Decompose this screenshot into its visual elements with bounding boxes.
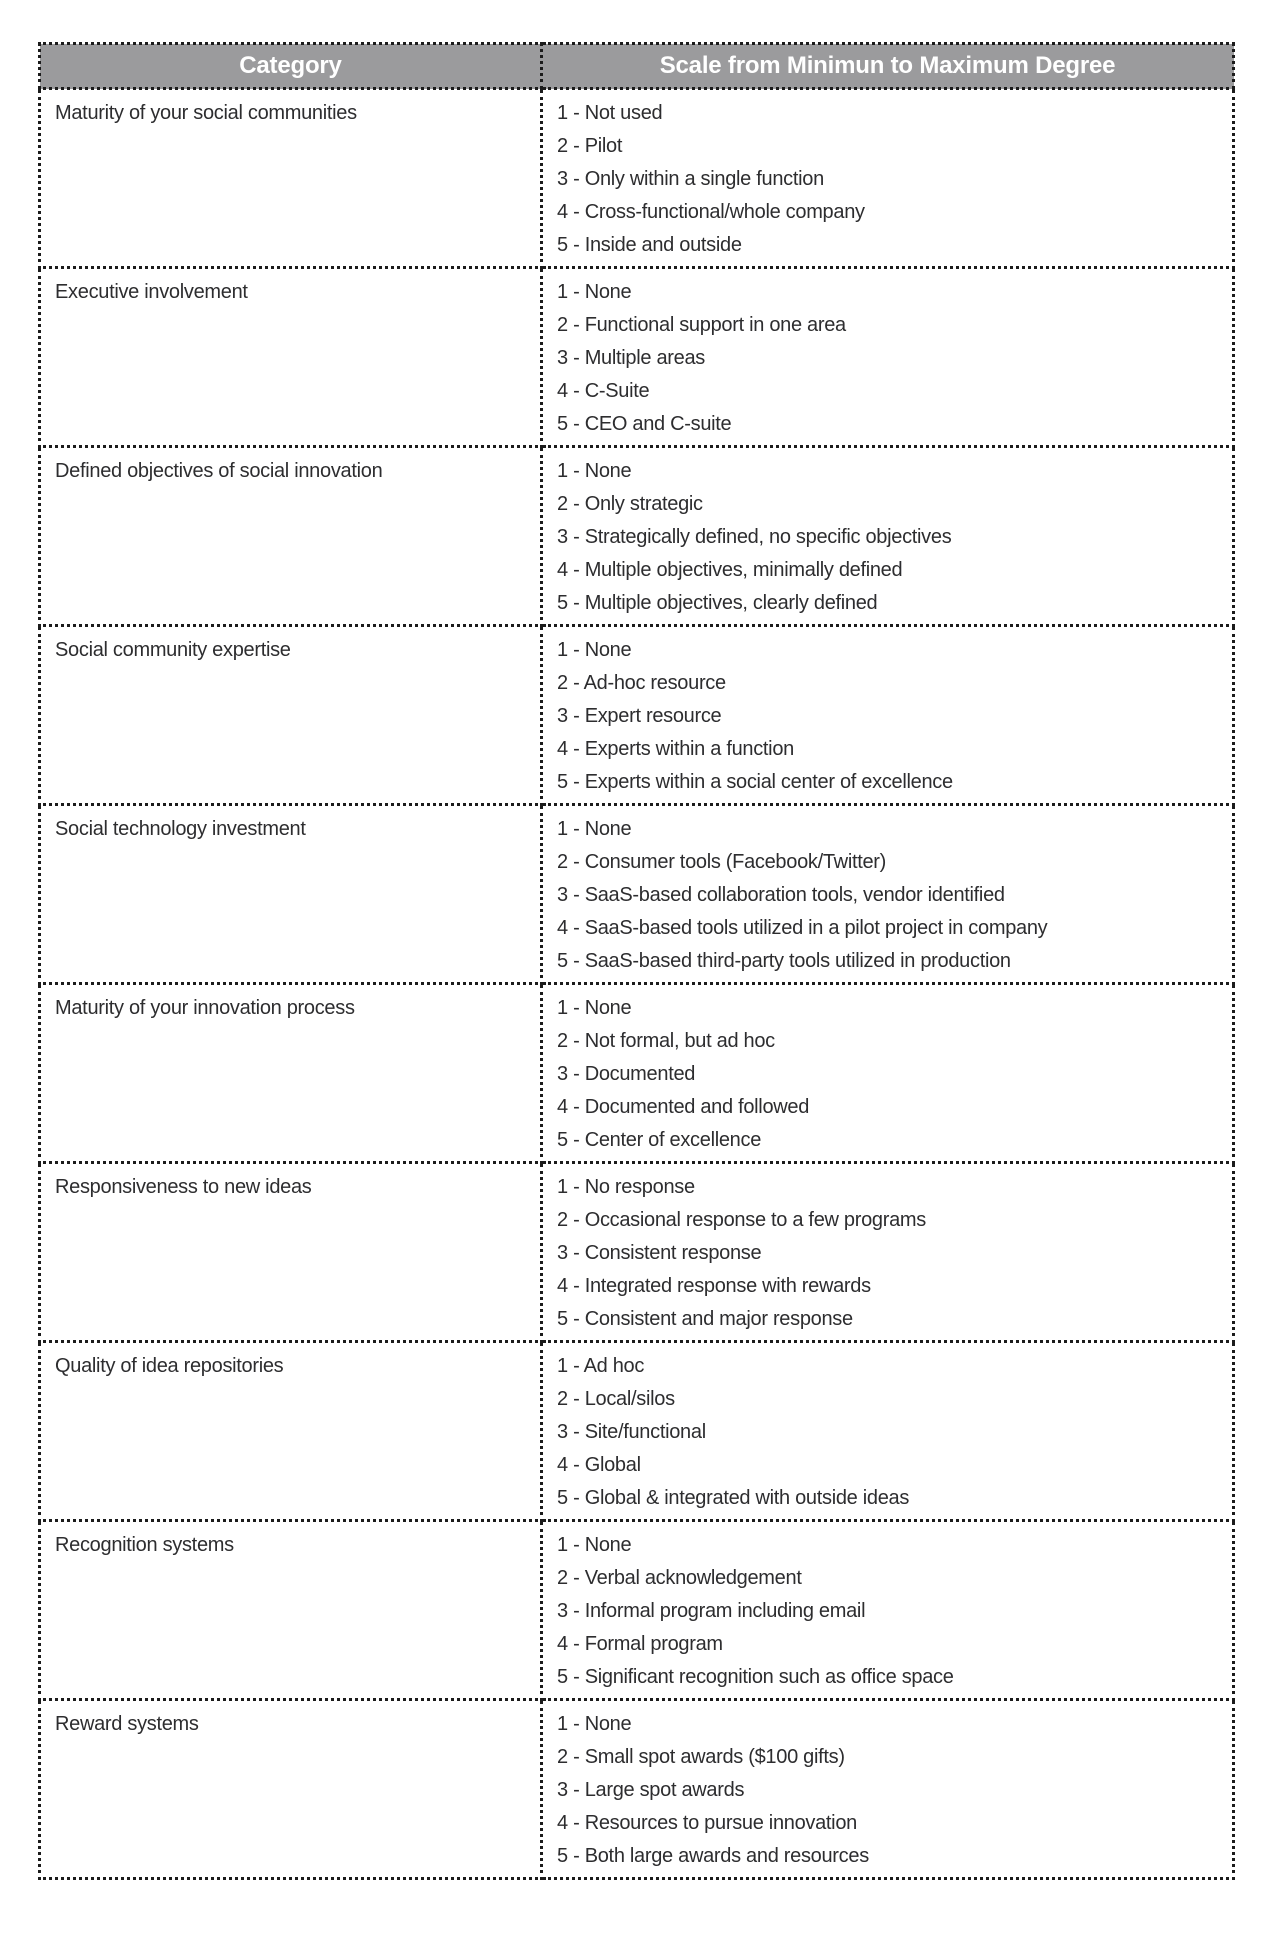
scale-item: 5 - CEO and C-suite: [557, 413, 732, 435]
scale-item: 1 - None: [557, 281, 632, 303]
table-row: [40, 1700, 1234, 1879]
scale-item: 2 - Pilot: [557, 135, 623, 157]
category-cell: [40, 984, 542, 1163]
scale-item: 2 - Not formal, but ad hoc: [557, 1030, 775, 1052]
category-cell: [40, 447, 542, 626]
scale-item: 1 - None: [557, 997, 632, 1019]
category-label: Responsiveness to new ideas: [55, 1176, 312, 1198]
scale-item: 3 - Consistent response: [557, 1242, 762, 1264]
scale-cell: [542, 984, 1234, 1163]
scale-item: 4 - Cross-functional/whole company: [557, 201, 865, 223]
table-row: [40, 1521, 1234, 1700]
category-label: Social technology investment: [55, 818, 306, 840]
scale-item: 4 - Formal program: [557, 1633, 723, 1655]
category-label: Reward systems: [55, 1713, 199, 1735]
category-label: Executive involvement: [55, 281, 248, 303]
scale-item: 5 - SaaS-based third-party tools utilized in production: [557, 950, 1011, 972]
table-row: [40, 626, 1234, 805]
scale-item: 1 - Ad hoc: [557, 1355, 645, 1377]
scale-item: 3 - Site/functional: [557, 1421, 706, 1443]
scale-item: 5 - Consistent and major response: [557, 1308, 853, 1330]
scale-item: 4 - Documented and followed: [557, 1096, 810, 1118]
category-label: Defined objectives of social innovation: [55, 460, 383, 482]
table-row: [40, 1342, 1234, 1521]
scale-item: 4 - C-Suite: [557, 380, 650, 402]
category-cell: [40, 268, 542, 447]
scale-item: 5 - Both large awards and resources: [557, 1845, 869, 1867]
scale-cell: [542, 1700, 1234, 1879]
scale-cell: [542, 89, 1234, 268]
category-cell: [40, 89, 542, 268]
scale-item: 5 - Inside and outside: [557, 234, 742, 256]
scale-item: 5 - Experts within a social center of excellence: [557, 771, 953, 793]
scale-cell: [542, 805, 1234, 984]
scale-item: 4 - Integrated response with rewards: [557, 1275, 871, 1297]
scale-item: 1 - Not used: [557, 102, 663, 124]
category-label: Quality of idea repositories: [55, 1355, 284, 1377]
scale-item: 2 - Verbal acknowledgement: [557, 1567, 802, 1589]
category-label: Recognition systems: [55, 1534, 234, 1556]
table-row: [40, 447, 1234, 626]
scale-cell: [542, 1342, 1234, 1521]
scale-item: 1 - No response: [557, 1176, 695, 1198]
category-label: Social community expertise: [55, 639, 291, 661]
category-cell: [40, 1521, 542, 1700]
scale-item: 4 - Experts within a function: [557, 738, 794, 760]
scale-item: 2 - Consumer tools (Facebook/Twitter): [557, 851, 887, 873]
table-row: [40, 984, 1234, 1163]
category-cell: [40, 1700, 542, 1879]
category-label: Maturity of your innovation process: [55, 997, 355, 1019]
scale-item: 4 - Global: [557, 1454, 641, 1476]
category-label: Maturity of your social communities: [55, 102, 357, 124]
scale-item: 3 - Strategically defined, no specific objectives: [557, 526, 952, 548]
scale-item: 4 - SaaS-based tools utilized in a pilot project in company: [557, 917, 1048, 939]
scale-item: 1 - None: [557, 1713, 632, 1735]
table-row: [40, 89, 1234, 268]
scale-cell: [542, 1521, 1234, 1700]
scale-item: 2 - Small spot awards ($100 gifts): [557, 1746, 845, 1768]
scale-item: 2 - Functional support in one area: [557, 314, 846, 336]
scale-item: 3 - SaaS-based collaboration tools, vendor identified: [557, 884, 1005, 906]
category-cell: [40, 1163, 542, 1342]
table-row: [40, 805, 1234, 984]
scale-item: 5 - Significant recognition such as office space: [557, 1666, 954, 1688]
scale-item: 2 - Ad-hoc resource: [557, 672, 726, 694]
scale-item: 1 - None: [557, 1534, 632, 1556]
scale-item: 3 - Informal program including email: [557, 1600, 866, 1622]
category-cell: [40, 1342, 542, 1521]
scale-item: 2 - Occasional response to a few programs: [557, 1209, 926, 1231]
scale-item: 2 - Local/silos: [557, 1388, 675, 1410]
scale-item: 1 - None: [557, 639, 632, 661]
maturity-scale-table: [38, 42, 1235, 1880]
table-row: [40, 268, 1234, 447]
category-cell: [40, 626, 542, 805]
column-header-scale: Scale from Minimun to Maximum Degree: [542, 44, 1234, 89]
scale-item: 3 - Documented: [557, 1063, 696, 1085]
scale-item: 4 - Multiple objectives, minimally defined: [557, 559, 903, 581]
scale-item: 2 - Only strategic: [557, 493, 703, 515]
scale-cell: [542, 447, 1234, 626]
scale-cell: [542, 626, 1234, 805]
scale-item: 3 - Large spot awards: [557, 1779, 745, 1801]
header-row: [40, 44, 1234, 89]
table-row: [40, 1163, 1234, 1342]
scale-item: 5 - Global & integrated with outside ideas: [557, 1487, 910, 1509]
scale-cell: [542, 1163, 1234, 1342]
scale-item: 5 - Multiple objectives, clearly defined: [557, 592, 878, 614]
scale-item: 1 - None: [557, 818, 632, 840]
scale-item: 1 - None: [557, 460, 632, 482]
category-cell: [40, 805, 542, 984]
scale-item: 3 - Expert resource: [557, 705, 722, 727]
scale-item: 4 - Resources to pursue innovation: [557, 1812, 857, 1834]
scale-item: 3 - Multiple areas: [557, 347, 705, 369]
scale-cell: [542, 268, 1234, 447]
scale-item: 5 - Center of excellence: [557, 1129, 762, 1151]
column-header-category: Category: [40, 44, 542, 89]
scale-item: 3 - Only within a single function: [557, 168, 824, 190]
